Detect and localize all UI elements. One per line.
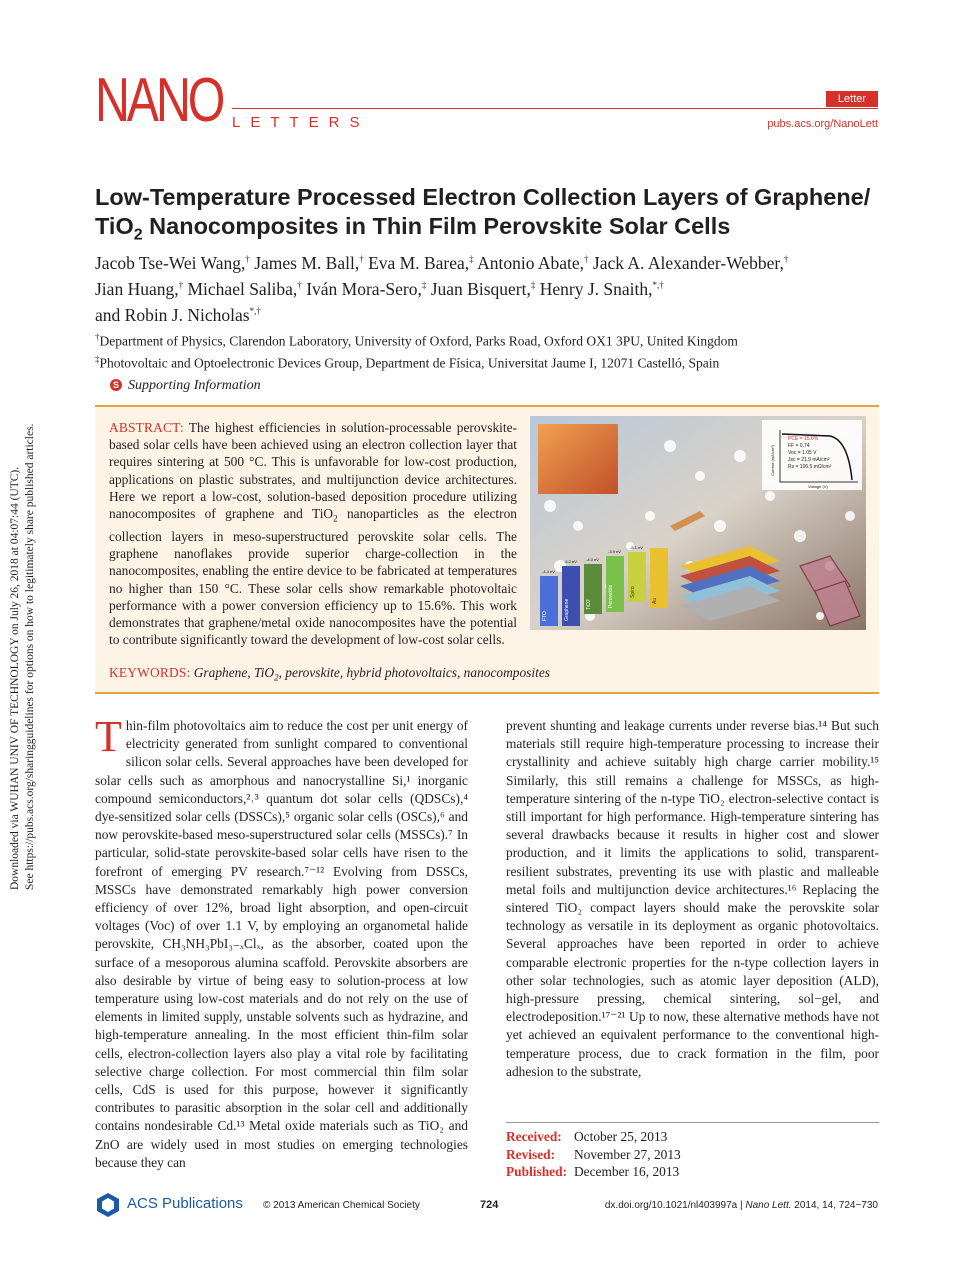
energy-1: -4.4 eV [542, 569, 555, 574]
article-dates [506, 1128, 681, 1181]
label-graphene: Graphene [564, 598, 570, 621]
article-type-badge: Letter [826, 91, 878, 107]
title-line-1: Low-Temperature Processed Electron Collection Layers of Graphene/ [95, 184, 871, 210]
page-number: 724 [480, 1199, 499, 1211]
energy-3: -4.0 eV [586, 557, 599, 562]
author-line-1: Jacob Tse-Wei Wang,† James M. Ball,† Eva M. Barea,‡ Antonio Abate,† Jack A. Alexander-Webber,† [95, 252, 789, 273]
jv-legend-5: Rs = 106.5 mΩ/cm² [788, 464, 832, 470]
author-line-3: and Robin J. Nicholas*,† [95, 304, 261, 325]
keywords-label: KEYWORDS: [109, 665, 191, 680]
label-tio2: TiO2 [586, 599, 592, 610]
abstract-text: ABSTRACT: The highest efficiencies in solution-processable perovskite-based solar cells have been achieved using an electron collection layer that requires sintering at 500 °C. This is unfavorable for low-cost production, applications on plastic substrates, and multijunction device architectures. Here we report a low-cost, solution-based deposition procedure utilizing nanocomposites of graphene and TiO$_2$ nanoparticles as the electron collection layers in meso-superstructured perovskite solar cells. The graphene nanoflakes provide superior charge-collection in the nanocomposites, enabling the entire device to be fabricated at temperatures no higher than 150 °C. These solar cells show remarkable photovoltaic performance with a power conversion efficiency up to 15.6%. This work demonstrates that graphene/metal oxide nanocomposites have the potential to contribute significantly toward the development of low-cost solar cells. [109, 420, 517, 648]
jv-curve-inset [762, 420, 862, 490]
copyright: © 2013 American Chemical Society [263, 1200, 420, 1211]
label-perovskite: Perovskite [608, 584, 614, 608]
affiliation-1: †Department of Physics, Clarendon Laboratory, University of Oxford, Parks Road, Oxford OX1 3PU, United Kingdom [95, 332, 738, 349]
jv-legend-2: FF = 0.74 [788, 443, 810, 449]
doi-link[interactable]: dx.doi.org/10.1021/nl403997a [604, 1200, 738, 1211]
journal-url[interactable]: pubs.acs.org/NanoLett [767, 118, 878, 130]
dates-rule [506, 1122, 879, 1123]
keywords: KEYWORDS: Graphene, TiO$_2$, perovskite, hybrid photovoltaics, nanocomposites [109, 665, 550, 683]
drop-cap: T [95, 712, 122, 761]
download-notice [8, 380, 48, 890]
header-rule [232, 108, 878, 109]
date-received: Received: October 25, 2013 [506, 1129, 668, 1144]
jv-legend-4: Jsc = 21.9 mA/cm² [788, 457, 830, 463]
body-column-2-text: prevent shunting and leakage currents under reverse bias.¹⁴ But such materials still require high-temperature processing to increase their crystallinity and achieve suitably high charge carrier mobility.¹⁵ Similarly, this still remains a challenge for MSSCs, as high-temperature sintering of the n-type TiO₂ electron-selective contact is still important for high performance. High-temperature sintering has several drawbacks because it results in higher cost and slower production, and it limits the applications to solid, transparent-resilient substrates, preventing its use with plastic and malleable metal foils and multijunction device architectures.¹⁶ Replacing the sintered TiO₂ compact layers should make the perovskite solar technology as versatile in its deployment as organic photovoltaics. Several approaches have been reported in order to achieve comparable electronic properties for the n-type collection layers in other solar technologies, such as atomic layer deposition (ALD), high-pressure pressing, chemical sintering, sol−gel, and electrodeposition.¹⁷⁻²¹ Up to now, these alternative methods have not yet achieved an equivalent performance to the conventional high-temperature process, due to crack formation in the film, poor adhesion to the substrate, [506, 718, 879, 1079]
acs-publications-logo: ACS Publications [95, 1192, 245, 1218]
download-notice-line-1: Downloaded via WUHAN UNIV OF TECHNOLOGY on July 26, 2018 at 04:07:44 (UTC). [9, 466, 21, 890]
jv-legend-3: Voc = 1.05 V [788, 450, 817, 456]
title-line-2: TiO$_2$ Nanocomposites in Thin Film Perovskite Solar Cells [95, 213, 731, 244]
acs-hexagon-icon [95, 1192, 121, 1218]
body-column-2 [506, 717, 879, 1081]
supporting-info-icon: S [110, 379, 122, 391]
author-list [95, 248, 885, 325]
supporting-information-link[interactable]: S Supporting Information [110, 378, 261, 394]
date-revised: Revised: November 27, 2013 [506, 1146, 681, 1162]
energy-5: -5.1 eV [630, 545, 643, 550]
sem-image-inset [538, 424, 618, 494]
jv-xlabel: Voltage (V) [808, 484, 828, 489]
label-au: Au [652, 597, 658, 604]
abstract-label: ABSTRACT: [109, 420, 184, 435]
footer-citation: dx.doi.org/10.1021/nl403997a | Nano Lett. 2014, 14, 724−730 [604, 1200, 878, 1211]
author-line-2: Jian Huang,† Michael Saliba,† Iván Mora-Sero,‡ Juan Bisquert,‡ Henry J. Snaith,*,† [95, 278, 664, 299]
jv-ylabel: Current (mA/cm²) [770, 445, 775, 476]
energy-2: -4.2 eV [564, 559, 577, 564]
affiliation-2: ‡Photovoltaic and Optoelectronic Devices Group, Department de Física, Universitat Jaume I, 12071 Castelló, Spain [95, 354, 720, 371]
jv-legend-1: PCE = 15.6% [788, 436, 819, 442]
toc-graphic [530, 416, 866, 630]
label-fto: FTO [542, 611, 548, 621]
energy-4: -3.9 eV [608, 549, 621, 554]
label-spiro: Spiro [630, 586, 636, 598]
download-notice-line-2: See https://pubs.acs.org/sharingguidelines for options on how to legitimately share published articles. [24, 423, 36, 890]
journal-logo-nano: NANO [95, 66, 223, 135]
body-column-1 [95, 712, 468, 1170]
article-title [95, 183, 885, 250]
body-column-1-text: hin-film photovoltaics aim to reduce the cost per unit energy of electricity generated from sunlight compared to conventional silicon solar cells. Several approaches have been developed for solar cells such as amorphous and nanocrystalline Si,¹ inorganic compound semiconductors,²˒³ quantum dot solar cells (QDSCs),⁴ dye-sensitized solar cells (DSSCs),⁵ organic solar cells (OSCs),⁶ and now perovskite-based meso-superstructured solar cells (MSSCs).⁷ In particular, solid-state perovskite-based solar cells have risen to the forefront of emerging PV research.⁷⁻¹² Evolving from DSSCs, MSSCs have demonstrated remarkably high power conversion efficiency of over 12%, broad light absorption, and open-circuit voltages (Voc) of over 1.1 V, by employing an organometal halide perovskite, CH₃NH₃PbI₃₋ₓClₓ, as the absorber, coated upon the surface of a mesoporous alumina scaffold. Perovskite absorbers are also desirable by virtue of being easy to solution-process at low temperature using low-cost materials and do not rely on the use of elements in limited supply, unstable solvents such as hydrazine, and high-temperature annealing. In the most efficient thin-film solar cells, electron-collection layers also play a vital role by facilitating selective charge collection. For most commercial thin film solar cells, CdS is used for this purpose, however it significantly contributes to parasitic absorption in the solar cell and additionally contains nondesirable Cd.¹³ Metal oxide materials such as TiO₂ and ZnO are widely used in most studies on emerging technologies because they can [95, 718, 468, 1170]
journal-logo-letters: LETTERS [232, 114, 370, 131]
date-published: Published: December 16, 2013 [506, 1164, 680, 1179]
